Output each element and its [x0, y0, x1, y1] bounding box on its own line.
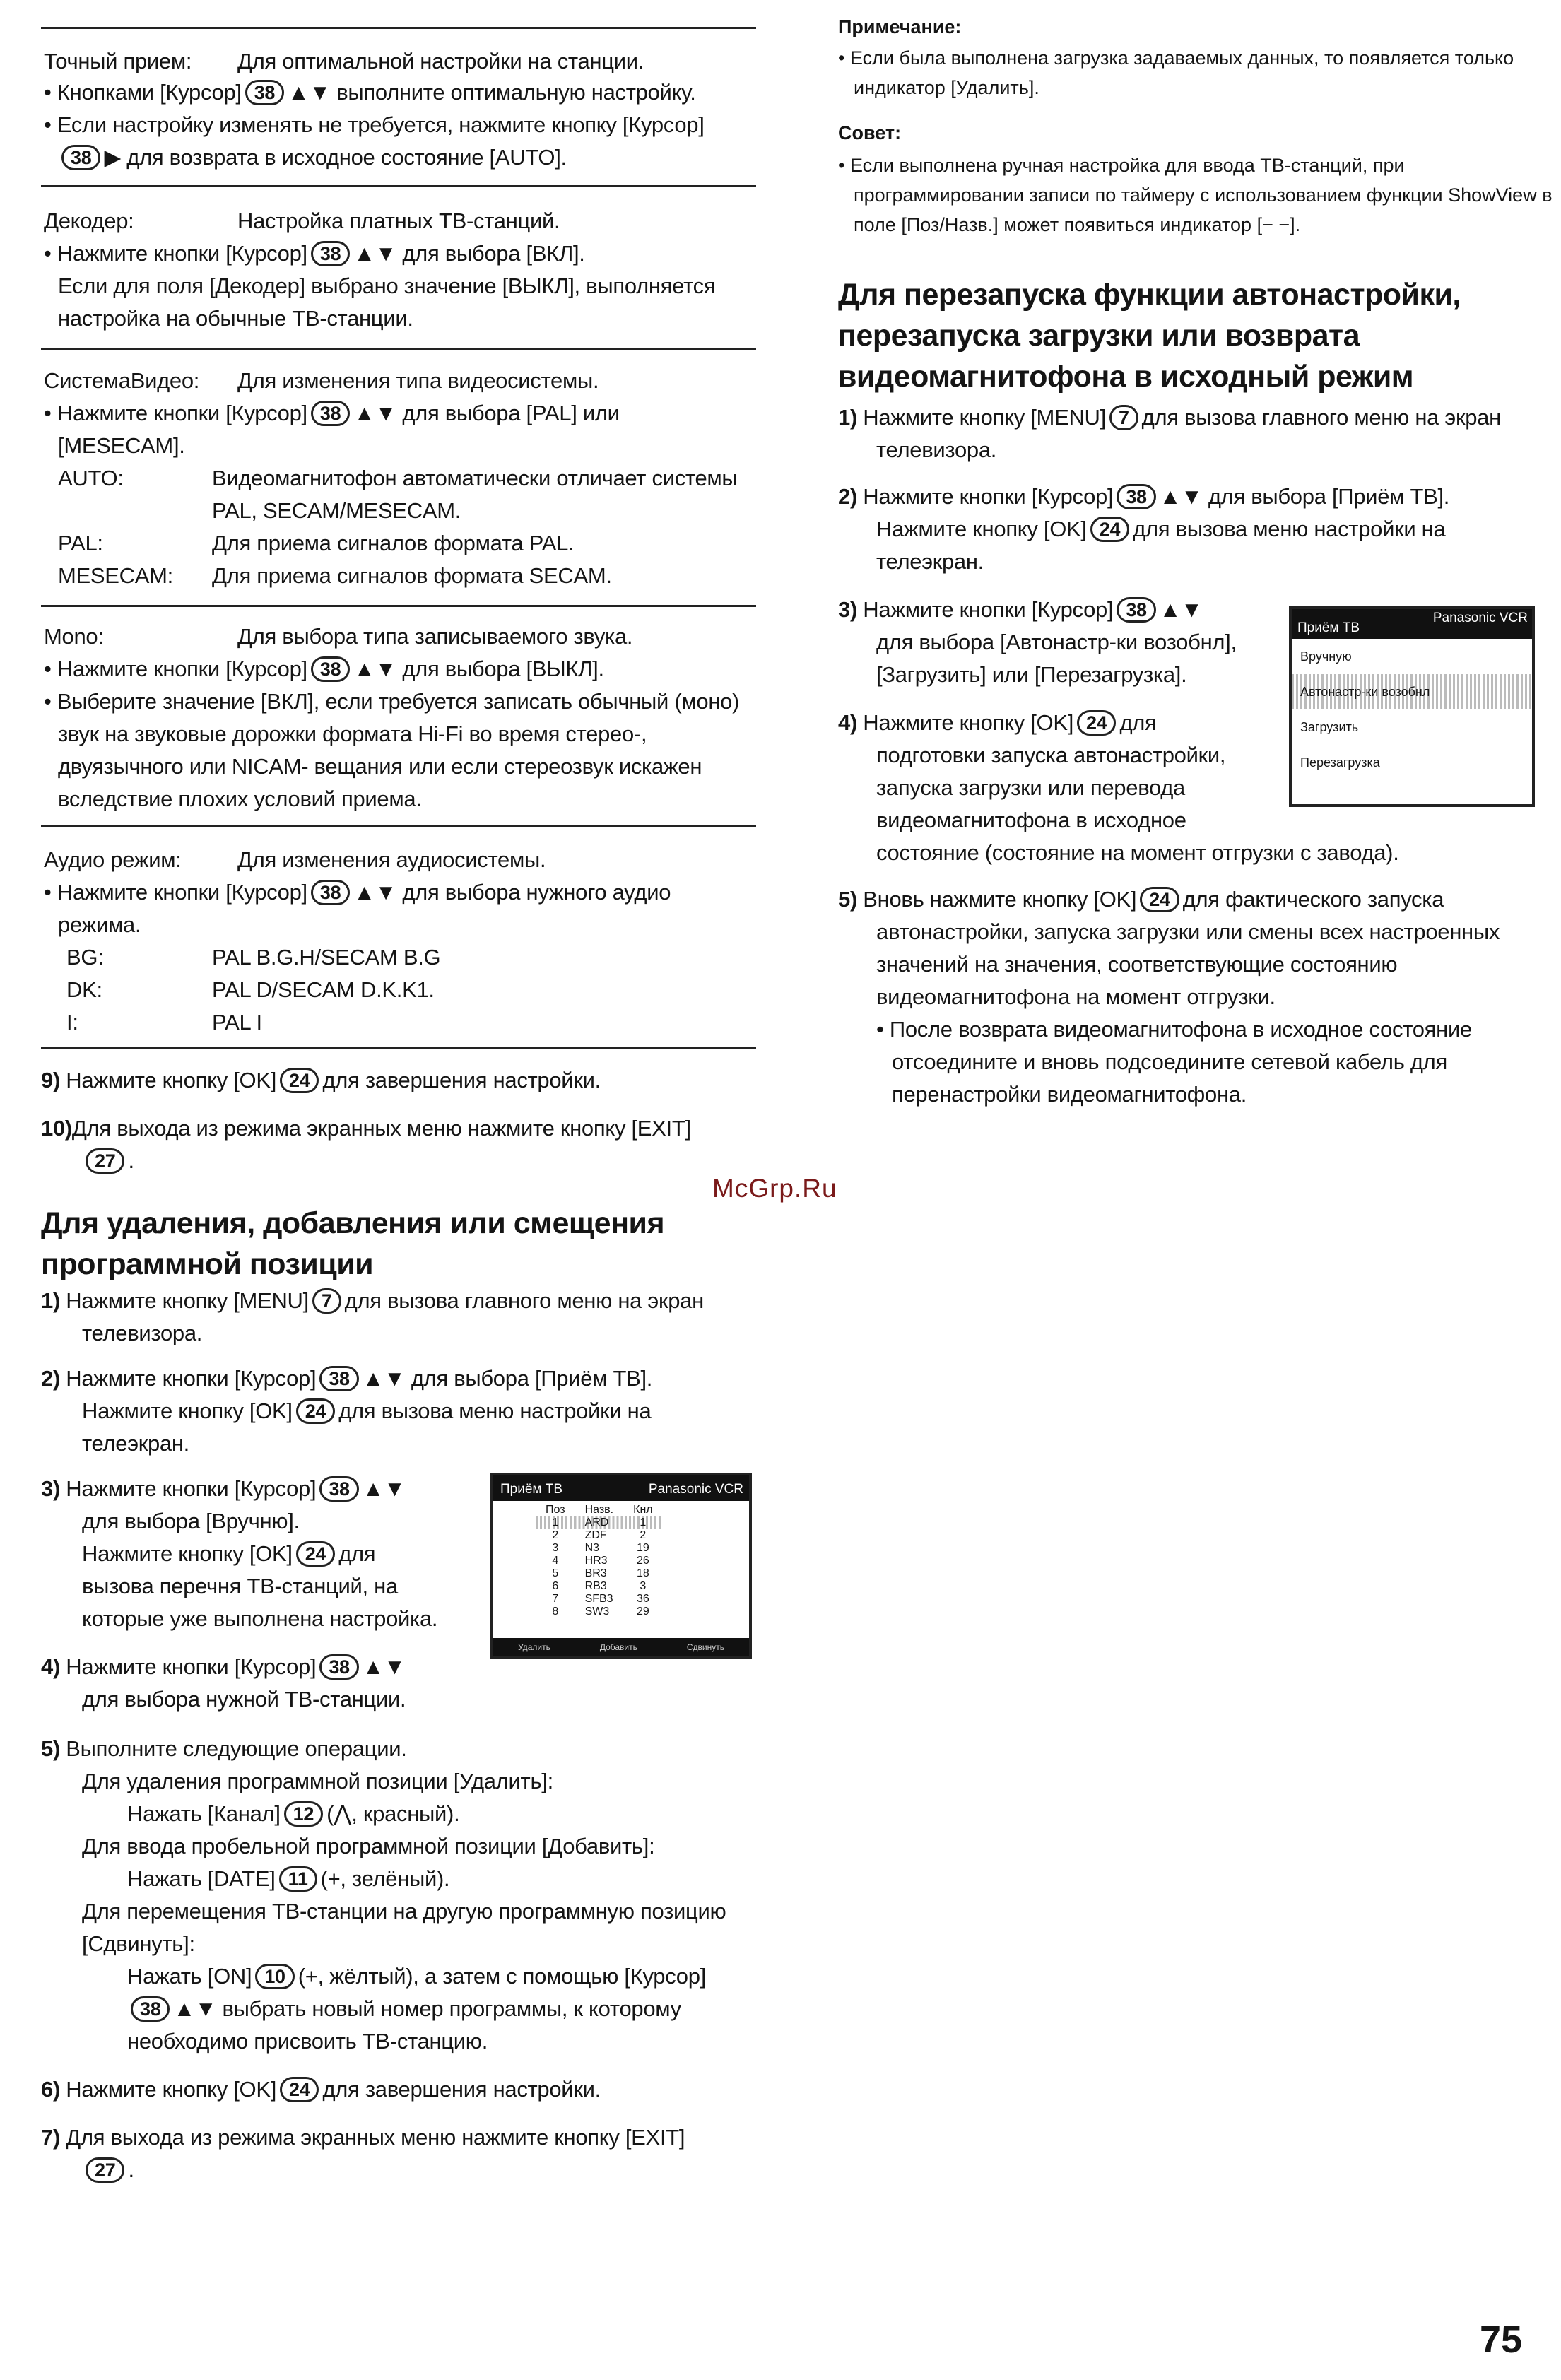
section-title-delete-add: Для удаления, добавления или смещения: [41, 1206, 665, 1240]
tip-title: Совет:: [838, 122, 902, 143]
r-step-3-l3: [Загрузить] или [Перезагрузка].: [876, 662, 1187, 687]
watermark: McGrp.Ru: [712, 1174, 837, 1203]
button-38-icon: 38: [131, 1996, 170, 2022]
r-step-2-l2: Нажмите кнопку [OK] 24 для вызова меню настройки на: [876, 517, 1446, 541]
footer-delete[interactable]: Удалить: [518, 1642, 550, 1652]
tip-line-3: поле [Поз/Назв.] может появиться индикатор [− −].: [854, 214, 1301, 235]
section-title-reset-l2: перезапуска загрузки или возврата: [838, 319, 1360, 353]
button-38-icon: 38: [319, 1476, 358, 1502]
button-24-icon: 24: [1090, 517, 1129, 542]
videosys-key-2: PAL:: [58, 531, 103, 555]
s-step-5-l8: Нажать [ON] 10 (+, жёлтый), а затем с помощью [Курсор]: [127, 1964, 706, 1989]
screen-header: [1292, 609, 1532, 639]
table-row[interactable]: 6 RB3 3: [552, 1580, 647, 1592]
r-step-4: 4) Нажмите кнопку [OK] 24 для: [838, 710, 1157, 735]
button-38-icon: 38: [245, 80, 284, 105]
audio-value-2: PAL I: [212, 1010, 262, 1035]
menu-item-reset[interactable]: Перезагрузка: [1300, 755, 1380, 770]
mono-bullet-2-l4: вследствие плохих условий приема.: [58, 787, 422, 811]
section-title-reset-l3: видеомагнитофона в исходный режим: [838, 360, 1414, 394]
screen-brand: Panasonic VCR: [648, 1482, 743, 1497]
r-step-4-l2: подготовки запуска автонастройки,: [876, 743, 1226, 767]
accurate-term: Точный прием:: [44, 49, 192, 73]
s-step-3: 3) Нажмите кнопки [Курсор] 38 ▲▼: [41, 1476, 406, 1501]
divider: [41, 185, 756, 187]
audio-bullet-1: • Нажмите кнопки [Курсор] 38 ▲▼ для выбора нужного аудио: [44, 880, 671, 905]
r-step-5-bullet-l2: отсоедините и вновь подсоедините сетевой кабель для: [892, 1049, 1447, 1074]
menu-item-autotune-resume[interactable]: Автонастр-ки возобнл: [1292, 674, 1532, 709]
step-10: 10)Для выхода из режима экранных меню нажмите кнопку [EXIT]: [41, 1116, 691, 1141]
s-step-5-l7: [Сдвинуть]:: [82, 1931, 195, 1956]
mono-bullet-2: • Выберите значение [ВКЛ], если требуется записать обычный (моно): [44, 689, 740, 714]
s-step-5-l4: Для ввода пробельной программной позиции [Добавить]:: [82, 1834, 655, 1858]
s-step-6: 6) Нажмите кнопку [OK] 24 для завершения настройки.: [41, 2077, 601, 2102]
s-step-7b: 27 .: [82, 2154, 134, 2186]
s-step-2-l3: телеэкран.: [82, 1431, 189, 1456]
videosys-key-3: MESECAM:: [58, 563, 173, 588]
s-step-5-l9: 38 ▲▼ выбрать новый номер программы, к которому: [127, 1993, 681, 2025]
r-step-2: 2) Нажмите кнопки [Курсор] 38 ▲▼ для выбора [Приём ТВ].: [838, 484, 1450, 509]
audio-key-1: DK:: [66, 977, 102, 1002]
r-step-5-bullet-l3: перенастройки видеомагнитофона.: [892, 1082, 1247, 1107]
table-row[interactable]: 7 SFB3 36: [552, 1593, 649, 1605]
decoder-desc: Настройка платных ТВ-станций.: [237, 208, 560, 233]
divider: [41, 1047, 756, 1049]
button-24-icon: 24: [1140, 887, 1179, 912]
audio-value-1: PAL D/SECAM D.K.K1.: [212, 977, 435, 1002]
r-step-1: 1) Нажмите кнопку [MENU] 7 для вызова главного меню на экран: [838, 405, 1501, 430]
videosys-bullet-1b: [MESECAM].: [58, 433, 185, 458]
s-step-1-l2: телевизора.: [82, 1321, 203, 1345]
mono-bullet-2-l2: звук на звуковые дорожки формата Hi-Fi во время стерео-,: [58, 721, 647, 746]
videosys-value-3: Для приема сигналов формата SECAM.: [212, 563, 612, 588]
s-step-4: 4) Нажмите кнопки [Курсор] 38 ▲▼: [41, 1654, 406, 1679]
screen-footer: [493, 1638, 749, 1656]
screen-header: [493, 1475, 749, 1501]
accurate-bullet-1: • Кнопками [Курсор] 38 ▲▼ выполните оптимальную настройку.: [44, 80, 696, 105]
screen-title: Приём ТВ: [500, 1482, 563, 1497]
section-title-reset: Для перезапуска функции автонастройки,: [838, 278, 1461, 312]
table-row[interactable]: 3 N3 19: [552, 1542, 649, 1554]
s-step-2-l2: Нажмите кнопку [OK] 24 для вызова меню настройки на: [82, 1398, 652, 1423]
button-24-icon: 24: [296, 1541, 335, 1567]
s-step-3-l2: для выбора [Вручню].: [82, 1509, 300, 1533]
section-title-delete-add-l2: программной позиции: [41, 1247, 374, 1281]
button-7-icon: 7: [312, 1288, 341, 1314]
mono-desc: Для выбора типа записываемого звука.: [237, 624, 633, 649]
accurate-bullet-2: • Если настройку изменять не требуется, нажмите кнопку [Курсор]: [44, 112, 705, 137]
step-10b: 27 .: [82, 1145, 134, 1177]
button-12-icon: 12: [284, 1801, 323, 1827]
r-step-5-l2: автонастройки, запуска загрузки или смены всех настроенных: [876, 919, 1500, 944]
divider: [41, 825, 756, 827]
table-row[interactable]: 8 SW3 29: [552, 1606, 649, 1618]
decoder-line-3: настройка на обычные ТВ-станции.: [58, 306, 413, 331]
r-step-4-l3: запуска загрузки или перевода: [876, 775, 1186, 800]
button-24-icon: 24: [280, 1068, 319, 1093]
videosys-value-2: Для приема сигналов формата PAL.: [212, 531, 575, 555]
audio-key-2: I:: [66, 1010, 78, 1035]
s-step-5: 5) Выполните следующие операции.: [41, 1736, 407, 1761]
videosys-value-1: PAL, SECAM/MESECAM.: [212, 498, 461, 523]
s-step-3-l3: Нажмите кнопку [OK] 24 для: [82, 1541, 376, 1566]
audio-term: Аудио режим:: [44, 847, 182, 872]
videosys-desc: Для изменения типа видеосистемы.: [237, 368, 599, 393]
decoder-line-2: Если для поля [Декодер] выбрано значение [ВЫКЛ], выполняется: [58, 273, 716, 298]
button-38-icon: 38: [1117, 484, 1155, 509]
r-step-5-l4: видеомагнитофона на момент отгрузки.: [876, 984, 1276, 1009]
screen-brand: Panasonic VCR: [1432, 611, 1528, 625]
mono-bullet-2-l3: двуязычного или NICAM- вещания или если стереозвук искажен: [58, 754, 702, 779]
note-title: Примечание:: [838, 16, 962, 37]
tv-screen-reception-menu: [1289, 606, 1535, 807]
mono-term: Mono:: [44, 624, 104, 649]
audio-bullet-1b: режима.: [58, 912, 141, 937]
button-27-icon: 27: [86, 2157, 124, 2183]
r-step-3: 3) Нажмите кнопки [Курсор] 38 ▲▼: [838, 597, 1203, 622]
audio-desc: Для изменения аудиосистемы.: [237, 847, 546, 872]
table-row-selected[interactable]: 1 ARD 1: [536, 1516, 663, 1529]
videosys-key-0: AUTO:: [58, 466, 124, 490]
videosys-bullet-1: • Нажмите кнопки [Курсор] 38 ▲▼ для выбора [PAL] или: [44, 401, 620, 425]
audio-value-0: PAL B.G.H/SECAM B.G: [212, 945, 441, 970]
button-27-icon: 27: [86, 1148, 124, 1174]
s-step-1: 1) Нажмите кнопку [MENU] 7 для вызова главного меню на экран: [41, 1288, 704, 1313]
s-step-7: 7) Для выхода из режима экранных меню нажмите кнопку [EXIT]: [41, 2125, 685, 2150]
s-step-2: 2) Нажмите кнопки [Курсор] 38 ▲▼ для выбора [Приём ТВ].: [41, 1366, 653, 1391]
divider: [41, 348, 756, 350]
accurate-desc: Для оптимальной настройки на станции.: [237, 49, 644, 73]
menu-item-manual[interactable]: Вручную: [1300, 649, 1352, 664]
button-11-icon: 11: [279, 1866, 317, 1892]
button-38-icon: 38: [311, 241, 350, 266]
button-38-icon: 38: [1117, 597, 1155, 623]
tv-screen-station-list: [490, 1473, 752, 1659]
screen-title: Приём ТВ: [1297, 620, 1360, 635]
note-line-2: индикатор [Удалить].: [854, 77, 1039, 98]
divider: [41, 27, 756, 29]
r-step-5-bullet: • После возврата видеомагнитофона в исходное состояние: [876, 1017, 1472, 1042]
button-38-icon: 38: [61, 145, 100, 170]
note-line-1: • Если была выполнена загрузка задаваемых данных, то появляется только: [838, 47, 1514, 69]
r-step-1-l2: телевизора.: [876, 437, 997, 462]
r-step-4-l5: состояние (состояние на момент отгрузки с завода).: [876, 840, 1399, 865]
s-step-4-l2: для выбора нужной ТВ-станции.: [82, 1687, 406, 1712]
mono-bullet-1: • Нажмите кнопки [Курсор] 38 ▲▼ для выбора [ВЫКЛ].: [44, 656, 604, 681]
s-step-5-l3: Нажать [Канал] 12 (⋀, красный).: [127, 1801, 460, 1826]
divider: [41, 605, 756, 607]
button-38-icon: 38: [319, 1654, 358, 1680]
tip-line-2: программировании записи по таймеру с использованием функции ShowView в: [854, 184, 1553, 206]
button-7-icon: 7: [1109, 405, 1138, 430]
audio-key-0: BG:: [66, 945, 104, 970]
s-step-3-l4: вызова перечня ТВ-станций, на: [82, 1574, 398, 1598]
s-step-5-l10: необходимо присвоить ТВ-станцию.: [127, 2029, 488, 2054]
button-38-icon: 38: [311, 656, 350, 682]
page-number: 75: [1480, 2319, 1523, 2361]
button-38-icon: 38: [311, 880, 350, 905]
tip-line-1: • Если выполнена ручная настройка для ввода ТВ-станций, при: [838, 155, 1405, 176]
r-step-3-l2: для выбора [Автонастр-ки возобнл],: [876, 630, 1237, 654]
r-step-4-l4: видеомагнитофона в исходное: [876, 808, 1186, 832]
s-step-5-l5: Нажать [DATE] 11 (+, зелёный).: [127, 1866, 450, 1891]
videosys-value-0: Видеомагнитофон автоматически отличает системы: [212, 466, 738, 490]
s-step-3-l5: которые уже выполнена настройка.: [82, 1606, 438, 1631]
button-24-icon: 24: [280, 2077, 319, 2102]
button-38-icon: 38: [311, 401, 350, 426]
footer-add[interactable]: Добавить: [599, 1642, 637, 1652]
button-24-icon: 24: [1077, 710, 1116, 736]
step-9: 9) Нажмите кнопку [OK] 24 для завершения настройки.: [41, 1068, 601, 1092]
button-24-icon: 24: [296, 1398, 335, 1424]
s-step-5-l2: Для удаления программной позиции [Удалить]:: [82, 1769, 553, 1793]
table-row[interactable]: 4 HR3 26: [552, 1555, 649, 1567]
button-10-icon: 10: [255, 1964, 294, 1989]
decoder-bullet-1: • Нажмите кнопки [Курсор] 38 ▲▼ для выбора [ВКЛ].: [44, 241, 585, 266]
table-row[interactable]: 5 BR3 18: [552, 1567, 649, 1579]
station-table: [536, 1504, 663, 1618]
s-step-5-l6: Для перемещения ТВ-станции на другую программную позицию: [82, 1899, 726, 1924]
r-step-5-l3: значений на значения, соответствующие состоянию: [876, 952, 1398, 977]
table-header: Поз Назв. Кнл: [546, 1504, 653, 1516]
r-step-2-l3: телеэкран.: [876, 549, 984, 574]
button-38-icon: 38: [319, 1366, 358, 1391]
menu-item-download[interactable]: Загрузить: [1300, 720, 1359, 734]
accurate-bullet-2b: 38 ▶ для возврата в исходное состояние [AUTO].: [58, 141, 567, 174]
r-step-5: 5) Вновь нажмите кнопку [OK] 24 для фактического запуска: [838, 887, 1444, 912]
table-row[interactable]: 2 ZDF 2: [552, 1529, 647, 1541]
decoder-term: Декодер:: [44, 208, 134, 233]
videosys-term: СистемаВидео:: [44, 368, 200, 393]
footer-move[interactable]: Сдвинуть: [686, 1642, 724, 1652]
